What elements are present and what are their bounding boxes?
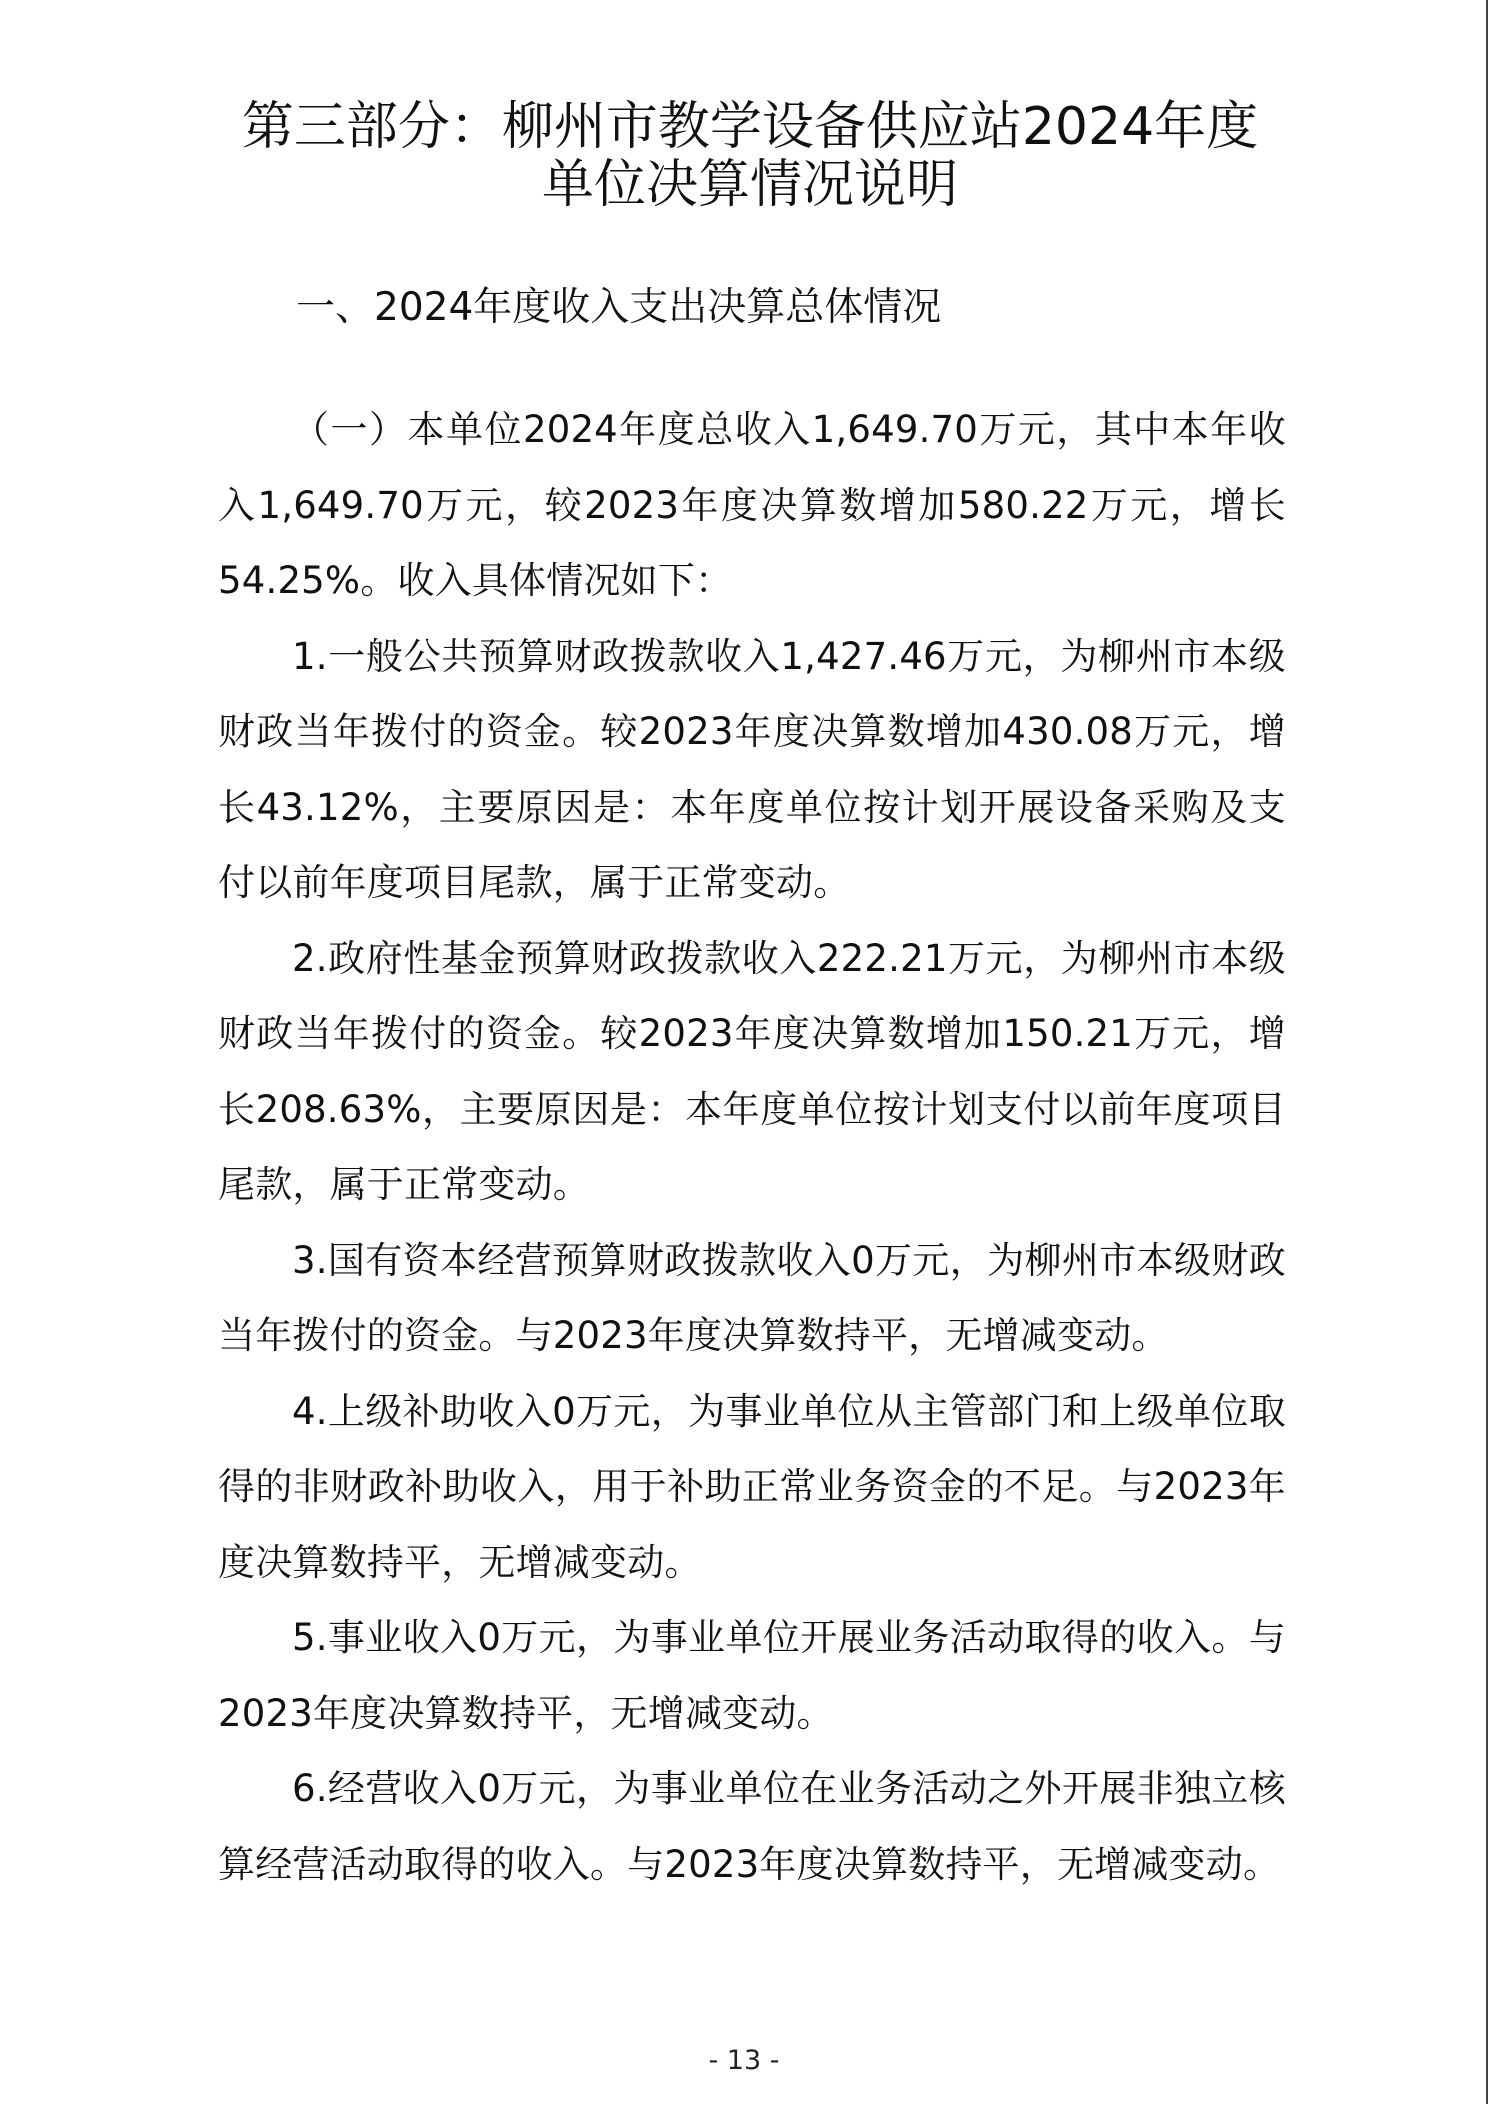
paragraph-government-fund: 2.政府性基金预算财政拨款收入222.21万元，为柳州市本级财政当年拨付的资金。较2023年度决算数增加150.21万元，增长208.63%，主要原因是：本年度单位按计划支付以前年度项目尾款，属于正常变动。 [218,936,1286,1206]
section-heading: 一、2024年度收入支出决算总体情况 [296,285,942,330]
paragraph-business-income: 5.事业收入0万元，为事业单位开展业务活动取得的收入。与2023年度决算数持平，无增减变动。 [218,1616,1286,1735]
document-body [218,392,1286,1902]
paragraph-operating-income: 6.经营收入0万元，为事业单位在业务活动之外开展非独立核算经营活动取得的收入。与2023年度决算数持平，无增减变动。 [218,1767,1286,1886]
paragraph-state-capital: 3.国有资本经营预算财政拨款收入0万元，为柳州市本级财政当年拨付的资金。与2023年度决算数持平，无增减变动。 [218,1238,1286,1357]
paragraph-general-budget: 1.一般公共预算财政拨款收入1,427.46万元，为柳州市本级财政当年拨付的资金。较2023年度决算数增加430.08万元，增长43.12%，主要原因是：本年度单位按计划开展设备采购及支付以前年度项目尾款，属于正常变动。 [218,634,1286,904]
title-line-2: 单位决算情况说明 [541,155,958,215]
paragraph-superior-subsidy: 4.上级补助收入0万元，为事业单位从主管部门和上级单位取得的非财政补助收入，用于补助正常业务资金的不足。与2023年度决算数持平，无增减变动。 [218,1389,1286,1584]
document-title [150,98,1350,214]
page-number: - 13 - [708,2045,780,2076]
paragraph-total-income: （一）本单位2024年度总收入1,649.70万元，其中本年收入1,649.70万元，较2023年度决算数增加580.22万元，增长54.25%。收入具体情况如下： [218,408,1286,602]
title-line-1: 第三部分：柳州市教学设备供应站2024年度 [241,97,1259,157]
